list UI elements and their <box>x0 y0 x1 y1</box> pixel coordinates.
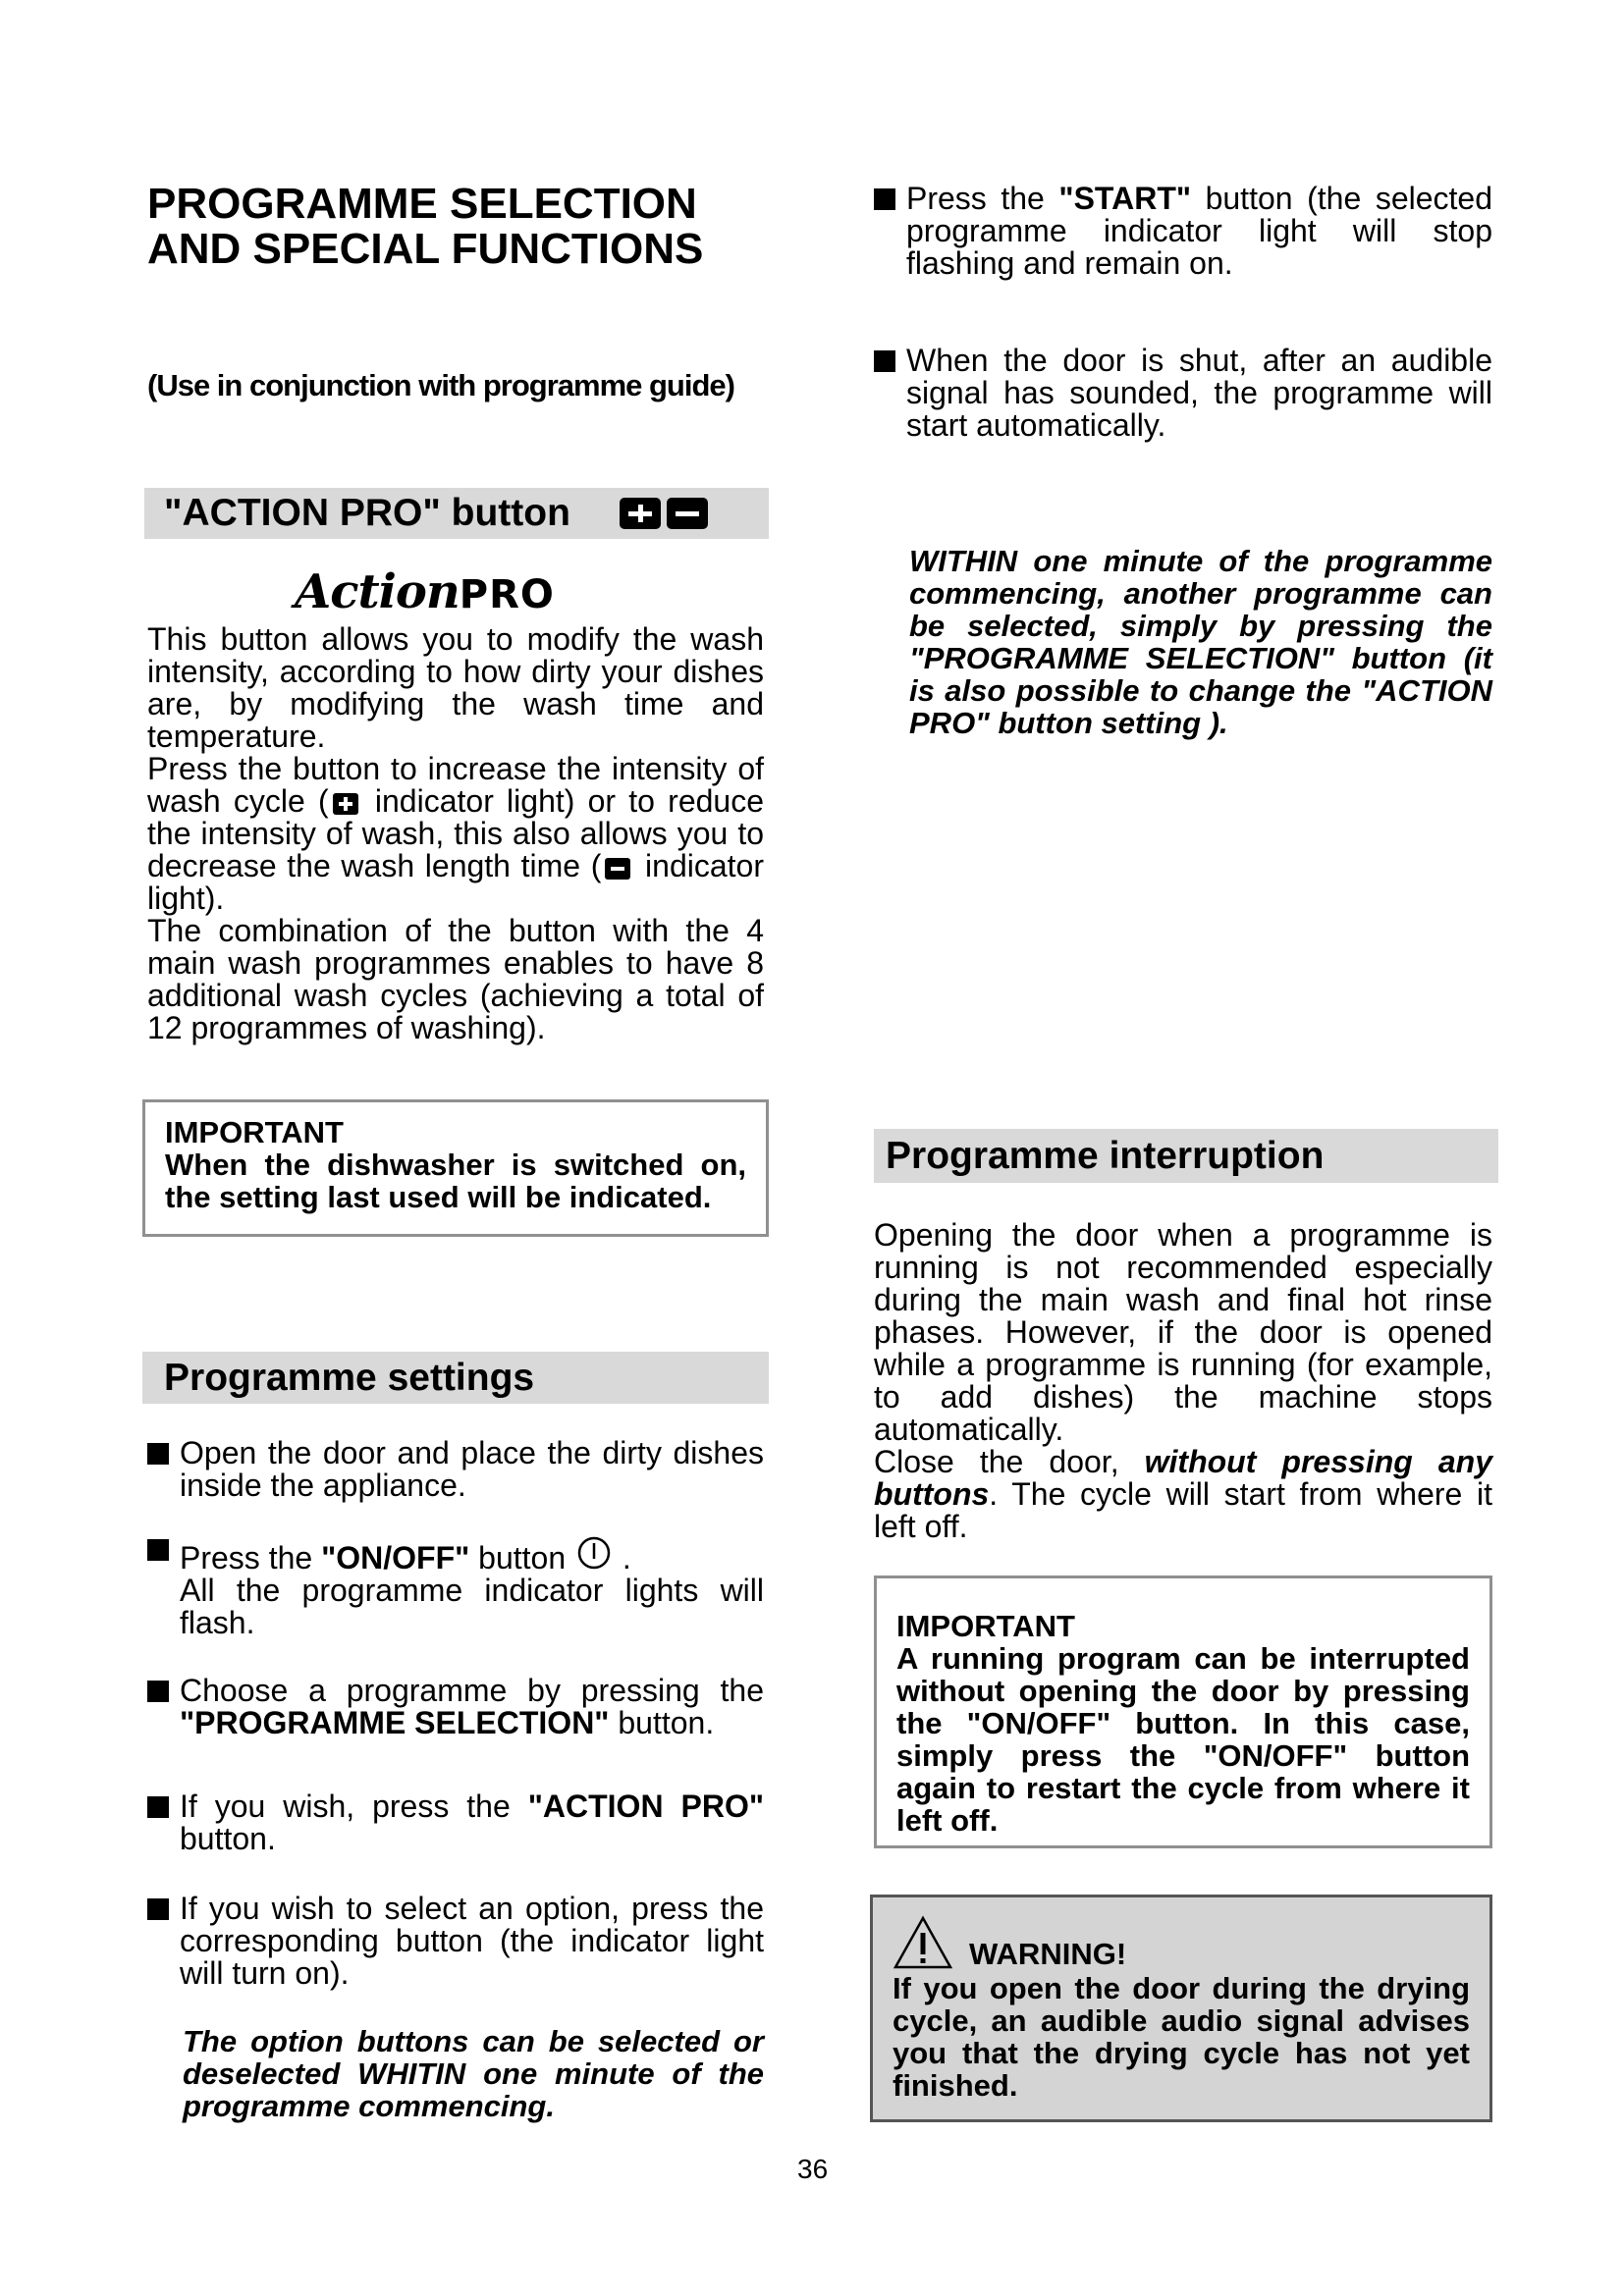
square-bullet-icon <box>147 1796 169 1818</box>
list-item: When the door is shut, after an audible signal has sounded, the programme will start automatically. <box>874 345 1492 442</box>
plus-indicator-icon <box>333 793 358 815</box>
list-item: If you wish, press the "ACTION PRO" button. <box>147 1790 764 1855</box>
important-note-left: IMPORTANT When the dishwasher is switched on, the setting last used will be indicated. <box>142 1099 769 1237</box>
options-note: The option buttons can be selected or deselected WHITIN one minute of the programme commencing. <box>183 2024 764 2123</box>
programme-settings-bar: Programme settings <box>142 1352 769 1404</box>
start-steps <box>874 183 1492 442</box>
subtitle: (Use in conjunction with programme guide) <box>147 368 734 402</box>
action-pro-description: This button allows you to modify the wash intensity, according to how dirty your dishes are, by modifying the wash time and temperature. Press the button to increase the intensity of wash cycle ( indicator light) or to reduce the intensity of wash, this also allows you to decrease the wash length time ( indicator light). The combination of the button with the 4 main wash programmes enables to have 8 additional wash cycles (achieving a total of 12 programmes of washing). <box>147 621 765 1045</box>
action-pro-logo: ActionPRO <box>295 564 555 619</box>
list-item: Press the "START" button (the selected programme indicator light will stop flashing and remain on. <box>874 183 1492 280</box>
settings-list <box>147 1437 764 2122</box>
plus-minus-button-icon <box>620 498 708 529</box>
warning-triangle-icon <box>893 1915 953 1970</box>
square-bullet-icon <box>147 1443 169 1465</box>
programme-interruption-bar: Programme interruption <box>874 1129 1498 1183</box>
minus-indicator-icon <box>605 858 630 880</box>
power-icon <box>574 1533 614 1573</box>
interruption-text: Opening the door when a programme is running is not recommended especially during the main wash and final hot rinse phases. However, if the door is opened while a programme is running (for example, to add dishes) the machine stops automatically. Close the door, without pressing any buttons. The cycle will start from where it left off. <box>874 1217 1493 1544</box>
square-bullet-icon <box>147 1898 169 1920</box>
page-number: 36 <box>797 2154 829 2184</box>
important-note-right: IMPORTANT A running program can be interrupted without opening the door by pressing the "ON/OFF" button. In this case, simply press the "ON/OFF" button again to restart the cycle from where it left off. <box>874 1575 1492 1848</box>
square-bullet-icon <box>874 188 895 210</box>
square-bullet-icon <box>874 350 895 372</box>
action-pro-bar: "ACTION PRO" button <box>144 488 769 539</box>
page-title: PROGRAMME SELECTION AND SPECIAL FUNCTIONS <box>147 180 704 273</box>
square-bullet-icon <box>147 1539 169 1561</box>
square-bullet-icon <box>147 1681 169 1702</box>
within-minute-note: WITHIN one minute of the programme commencing, another programme can be selected, simply by pressing the "PROGRAMME SELECTION" button (it is also possible to change the "ACTION PRO" button setting ). <box>909 544 1492 740</box>
list-item: Press the "ON/OFF" button . All the programme indicator lights will flash. <box>147 1533 764 1639</box>
list-item: If you wish to select an option, press the corresponding button (the indicator light will turn on). <box>147 1893 764 1990</box>
warning-box: WARNING! If you open the door during the drying cycle, an audible audio signal advises you that the drying cycle has not yet finished. <box>870 1895 1492 2122</box>
list-item: Open the door and place the dirty dishes inside the appliance. <box>147 1437 764 1502</box>
list-item: Choose a programme by pressing the "PROGRAMME SELECTION" button. <box>147 1675 764 1739</box>
